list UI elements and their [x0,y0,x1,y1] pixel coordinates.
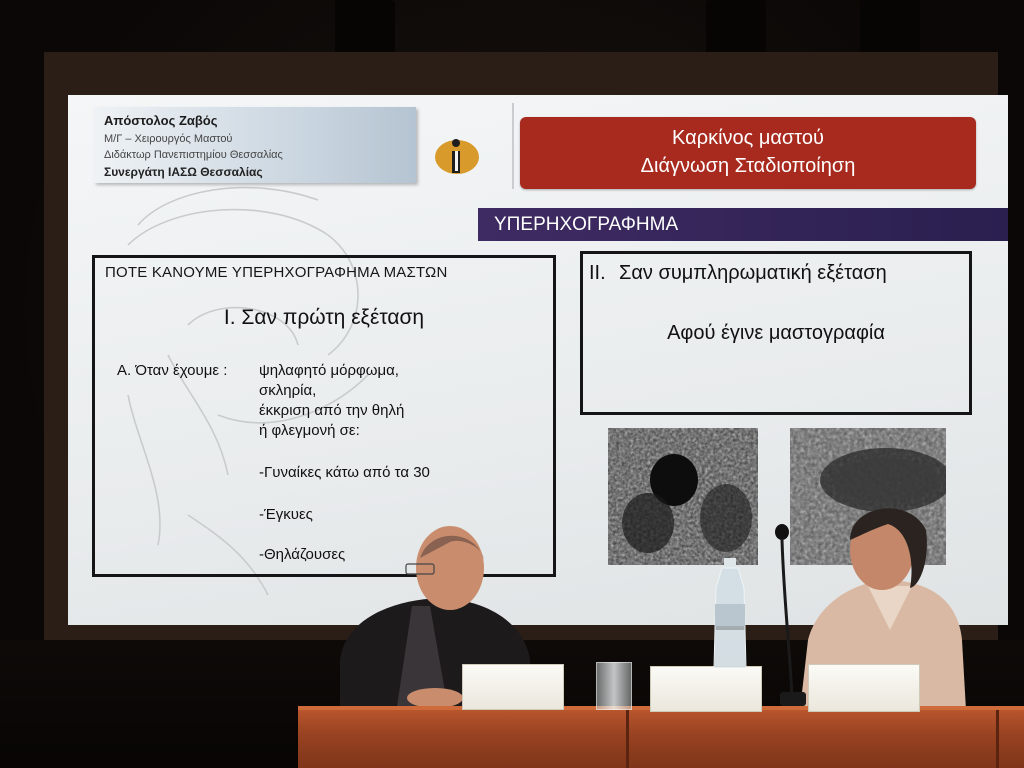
nameplate [462,664,564,710]
supplementary-exam-panel [580,251,972,415]
list-item: σκληρία, [259,382,317,399]
author-info-box [94,107,416,183]
panel-table [298,710,1024,768]
list-item: έκκριση από την θηλή [259,402,405,419]
panel-heading: ΠΟΤΕ ΚΑΝΟΥΜΕ ΥΠΕΡΗΧΟΓΡΑΦΗΜΑ ΜΑΣΤΩΝ [105,264,448,281]
water-bottle [708,558,752,668]
list-item: ή φλεγμονή σε: [259,422,360,439]
ultrasound-image [608,428,758,565]
panel-heading-text: Σαν συμπληρωματική εξέταση [619,262,887,284]
panel-subheading: Ι. Σαν πρώτη εξέταση [223,306,425,329]
author-name: Απόστολος Ζαβός [104,113,218,128]
section-number: ΙΙ. [589,262,606,284]
list-item: -Γυναίκες κάτω από τα 30 [259,464,430,481]
water-glass [596,662,632,710]
list-item: -Θηλάζουσες [259,546,346,563]
microphone [770,522,810,712]
slide-title-box [520,117,976,189]
nameplate [650,666,762,712]
panel-heading [589,262,887,285]
table-seam [626,710,629,768]
author-affiliation: Συνεργάτη ΙΑΣΩ Θεσσαλίας [104,165,263,179]
list-item: -Έγκυες [259,506,313,523]
slide-title: Καρκίνος μαστού [672,127,824,149]
author-role: Μ/Γ – Χειρουργός Μαστού [104,133,233,145]
list-item: ψηλαφητό μόρφωμα, [259,362,399,379]
nameplate [808,664,920,712]
slide-subtitle: Διάγνωση Σταδιοποίηση [640,155,856,177]
item-label: Α. Όταν έχουμε : [117,362,228,379]
table-seam [996,710,999,768]
clinic-logo-icon [434,137,480,175]
section-bar: ΥΠΕΡΗΧΟΓΡΑΦΗΜΑ [478,208,1008,241]
author-degree: Διδάκτωρ Πανεπιστημίου Θεσσαλίας [104,149,283,161]
panel-subheading: Αφού έγινε μαστογραφία [667,322,885,344]
header-divider [512,103,514,189]
